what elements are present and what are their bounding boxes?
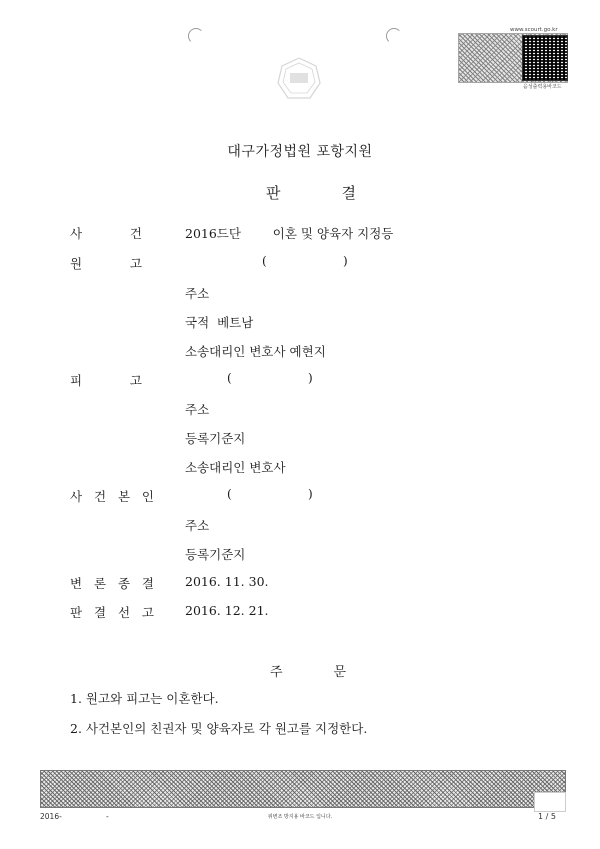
case-label: 사 건 — [70, 226, 142, 241]
court-url: www.scourt.go.kr — [510, 27, 558, 33]
defendant-label: 피 고 — [70, 373, 142, 388]
binder-hole-left — [188, 28, 204, 44]
judgment-date: 2016. 12. 21. — [185, 603, 269, 618]
judgment-date-label: 판 결 선 고 — [70, 605, 154, 620]
hearing-end-date: 2016. 11. 30. — [185, 574, 269, 589]
title-char-1: 판 — [266, 184, 281, 202]
principal-name-redacted: ( ) — [227, 487, 313, 501]
footer-case-number: 2016- — [40, 812, 62, 821]
order-item-2: 2. 사건본인의 친권자 및 양육자로 각 원고를 지정한다. — [70, 721, 368, 736]
anti-forgery-barcode — [40, 770, 566, 808]
plaintiff-attorney: 소송대리인 변호사 예현지 — [185, 344, 326, 359]
plaintiff-nationality: 국적 베트남 — [185, 315, 254, 330]
footer-dash: - — [106, 812, 109, 821]
title-char-2: 결 — [341, 184, 356, 202]
plaintiff-name-redacted: ( ) — [262, 254, 348, 268]
barcode-corner-mark — [534, 792, 566, 812]
court-name: 대구가정법원 포항지원 — [227, 144, 373, 160]
order-item-1: 1. 원고와 피고는 이혼한다. — [70, 691, 219, 706]
defendant-registry: 등록기준지 — [185, 431, 246, 446]
principal-label: 사 건 본 인 — [70, 489, 154, 504]
court-seal-watermark — [275, 55, 323, 103]
defendant-address: 주소 — [185, 402, 210, 417]
defendant-name-redacted: ( ) — [227, 371, 313, 385]
case-number: 2016드단 이혼 및 양육자 지정등 — [185, 226, 394, 241]
principal-address: 주소 — [185, 518, 210, 533]
footer-barcode-note: 위변조 방지용 바코드 입니다. — [267, 814, 333, 820]
principal-registry: 등록기준지 — [185, 547, 246, 562]
qr-code-icon — [522, 35, 568, 81]
binder-hole-right — [386, 28, 402, 44]
qr-caption: 음성출력용바코드 — [523, 84, 562, 90]
defendant-attorney: 소송대리인 변호사 — [185, 460, 286, 475]
order-heading: 주 문 — [270, 665, 346, 680]
plaintiff-address: 주소 — [185, 286, 210, 301]
hearing-end-label: 변 론 종 결 — [70, 576, 154, 591]
document-title — [266, 182, 356, 203]
plaintiff-label: 원 고 — [70, 256, 142, 271]
page-number: 1 / 5 — [538, 812, 556, 821]
